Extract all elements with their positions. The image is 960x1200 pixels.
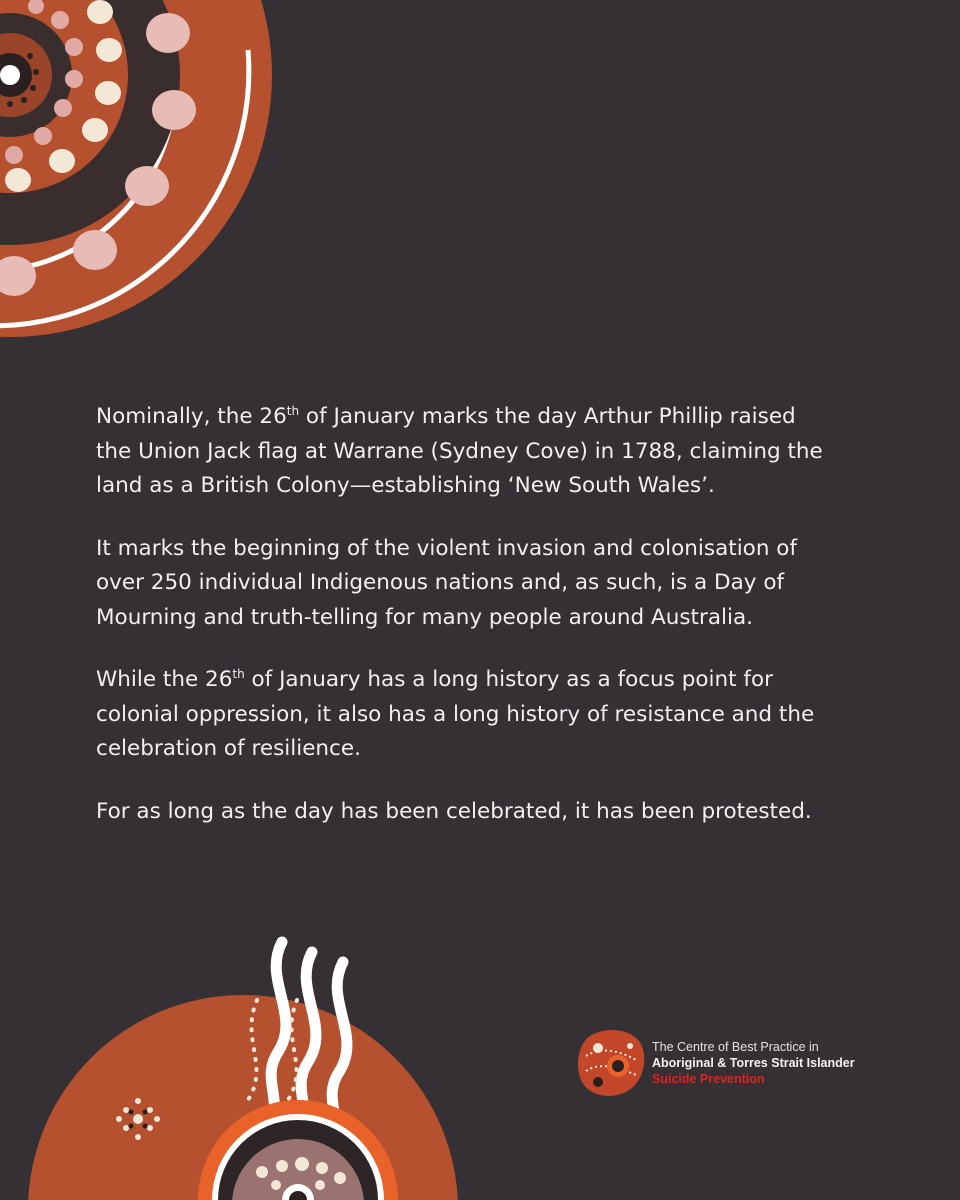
logo-line-3: Suicide Prevention [652,1072,765,1086]
main-text [96,400,826,857]
logo-line-1: The Centre of Best Practice in [652,1040,819,1054]
organisation-logo [576,1026,876,1100]
paragraph-2: It marks the beginning of the violent invasion and colonisation of over 250 individual Indigenous nations and, as such, is a Day of Mourning and truth-telling for many people around Australia. [96,535,798,630]
paragraph-1: Nominally, the 26th of January marks the day Arthur Phillip raised the Union Jack flag at Warrane (Sydney Cove) in 1788, claiming the land as a British Colony—establishing ‘New South Wales’. [96,404,823,498]
logo-text [652,1039,855,1087]
logo-emblem-icon [576,1026,648,1100]
paragraph-3: While the 26th of January has a long history as a focus point for colonial oppression, it also has a long history of resistance and the celebration of resilience. [96,667,815,761]
logo-line-2: Aboriginal & Torres Strait Islander [652,1056,855,1070]
paragraph-4: For as long as the day has been celebrated, it has been protested. [96,798,812,824]
